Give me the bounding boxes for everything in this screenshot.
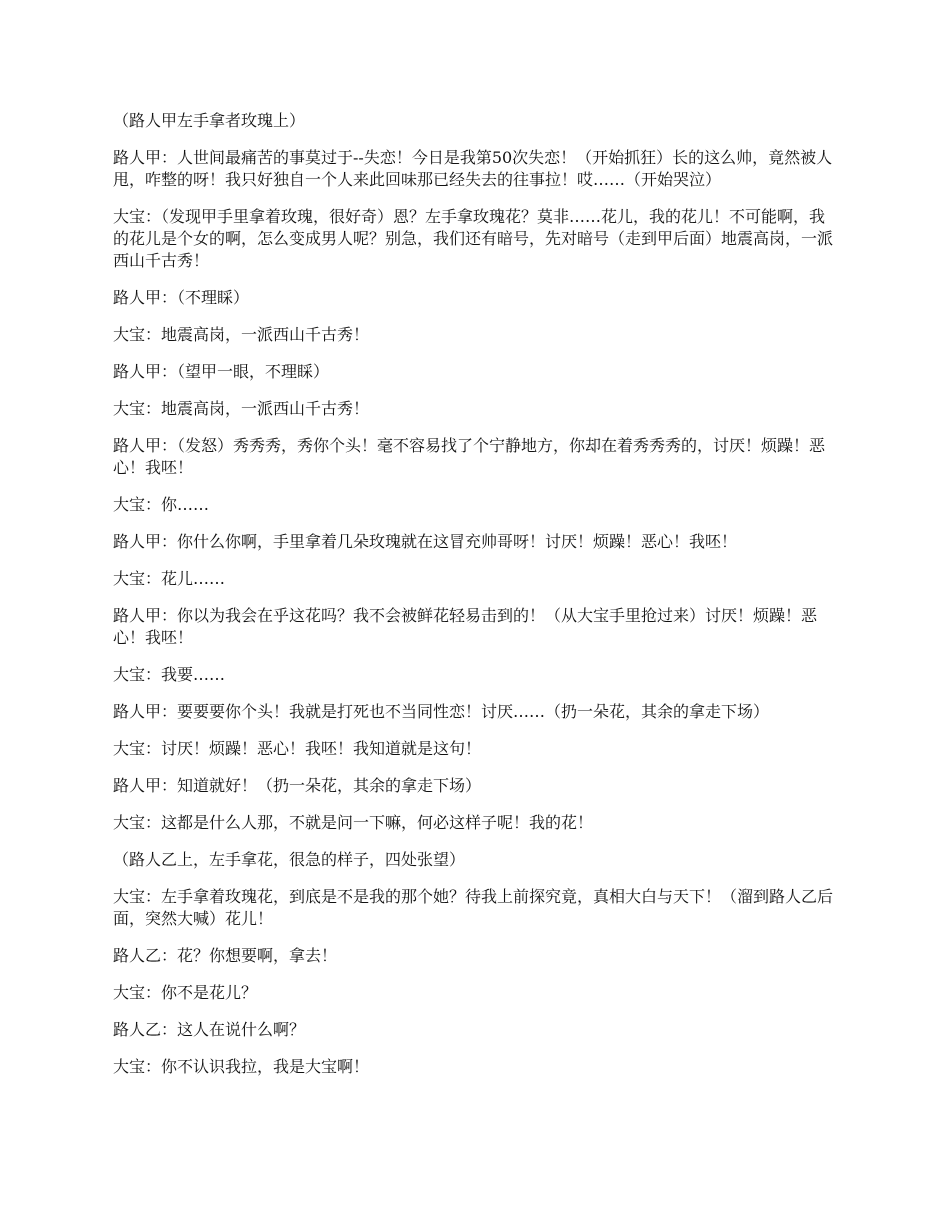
dialogue-line: 大宝：花儿……: [113, 569, 226, 588]
dialogue-line: 大宝：（发现甲手里拿着玫瑰，很好奇）恩？左手拿玫瑰花？莫非……花儿，我的花儿！不可能啊，我的花儿是个女的啊，怎么变成男人呢？别急，我们还有暗号，先对暗号（走到甲后面）地震高岗，一派西山千古秀！: [113, 207, 834, 270]
dialogue-line: 路人甲：（不理睬）: [113, 288, 250, 307]
dialogue-line: 路人甲：知道就好！（扔一朵花，其余的拿走下场）: [113, 776, 482, 795]
dialogue-line: 大宝：你不是花儿？: [113, 983, 258, 1002]
dialogue-line: 大宝：地震高岗，一派西山千古秀！: [113, 325, 370, 344]
dialogue-line: 路人甲：要要要你个头！我就是打死也不当同性恋！讨厌……（扔一朵花，其余的拿走下场）: [113, 702, 770, 721]
dialogue-line: 路人乙：花？你想要啊，拿去！: [113, 946, 338, 965]
dialogue-line: 路人甲：你以为我会在乎这花吗？我不会被鲜花轻易击到的！（从大宝手里抢过来）讨厌！烦躁！恶心！我呸！: [113, 606, 818, 647]
dialogue-line: 路人甲：人世间最痛苦的事莫过于--失恋！今日是我第50次失恋！（开始抓狂）长的这么帅，竟然被人甩，咋整的呀！我只好独自一个人来此回味那已经失去的往事拉！哎……（开始哭泣）: [113, 148, 833, 189]
dialogue-line: 大宝：你不认识我拉，我是大宝啊！: [113, 1057, 370, 1076]
dialogue-line: 路人乙：这人在说什么啊？: [113, 1020, 306, 1039]
dialogue-line: 大宝：地震高岗，一派西山千古秀！: [113, 399, 370, 418]
dialogue-line: 大宝：讨厌！烦躁！恶心！我呸！我知道就是这句！: [113, 739, 482, 758]
dialogue-line: 路人甲：（发怒）秀秀秀，秀你个头！毫不容易找了个宁静地方，你却在着秀秀秀的，讨厌！烦躁！恶心！我呸！: [113, 436, 826, 477]
dialogue-line: 大宝：左手拿着玫瑰花，到底是不是我的那个她？待我上前探究竟，真相大白与天下！（溜到路人乙后面，突然大喊）花儿！: [113, 887, 834, 928]
script-body: [113, 110, 840, 1093]
stage-direction: （路人乙上，左手拿花，很急的样子，四处张望）: [113, 850, 466, 869]
dialogue-line: 大宝：你……: [113, 495, 210, 514]
dialogue-line: 大宝：我要……: [113, 665, 226, 684]
dialogue-line: 路人甲：你什么你啊，手里拿着几朵玫瑰就在这冒充帅哥呀！讨厌！烦躁！恶心！我呸！: [113, 532, 738, 551]
stage-direction: （路人甲左手拿者玫瑰上）: [113, 111, 306, 130]
dialogue-line: 路人甲：（望甲一眼，不理睬）: [113, 362, 330, 381]
dialogue-line: 大宝：这都是什么人那，不就是问一下嘛，何必这样子呢！我的花！: [113, 813, 594, 832]
